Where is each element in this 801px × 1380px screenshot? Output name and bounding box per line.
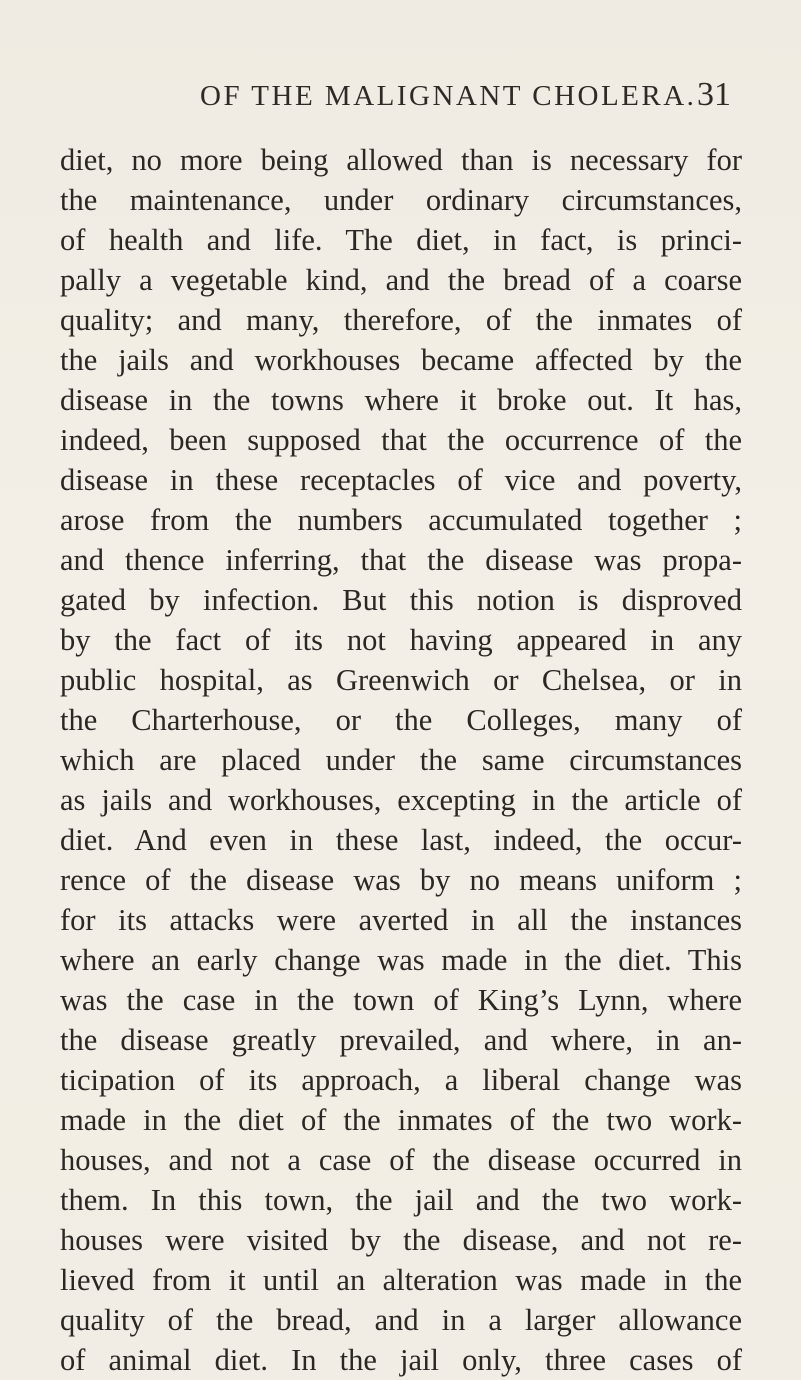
text-line: them. In this town, the jail and the two work-: [60, 1183, 742, 1217]
text-line: which are placed under the same circumstances: [60, 743, 742, 777]
text-line: for its attacks were averted in all the instances: [60, 903, 742, 937]
running-head: [60, 76, 731, 120]
text-line: pally a vegetable kind, and the bread of a coarse: [60, 263, 742, 297]
text-line: arose from the numbers accumulated together ;: [60, 503, 742, 537]
text-line: diet. And even in these last, indeed, the occur-: [60, 823, 742, 857]
text-line: lieved from it until an alteration was made in the: [60, 1263, 742, 1297]
text-line: of animal diet. In the jail only, three cases of: [60, 1343, 742, 1377]
text-line: houses were visited by the disease, and not re-: [60, 1223, 742, 1257]
text-line: made in the diet of the inmates of the two work-: [60, 1103, 742, 1137]
text-line: quality; and many, therefore, of the inmates of: [60, 303, 742, 337]
text-line: and thence inferring, that the disease was propa-: [60, 543, 742, 577]
text-line: houses, and not a case of the disease occurred in: [60, 1143, 742, 1177]
text-line: the disease greatly prevailed, and where, in an-: [60, 1023, 742, 1057]
text-line: disease in the towns where it broke out. It has,: [60, 383, 742, 417]
body-text: [60, 140, 742, 1380]
text-line: gated by infection. But this notion is disproved: [60, 583, 742, 617]
text-line: indeed, been supposed that the occurrence of the: [60, 423, 742, 457]
text-line: quality of the bread, and in a larger allowance: [60, 1303, 742, 1337]
text-line: where an early change was made in the diet. This: [60, 943, 742, 977]
text-line: disease in these receptacles of vice and poverty,: [60, 463, 742, 497]
text-line: the Charterhouse, or the Colleges, many of: [60, 703, 742, 737]
text-line: the jails and workhouses became affected by the: [60, 343, 742, 377]
text-line: rence of the disease was by no means uniform ;: [60, 863, 742, 897]
page-number: 31: [697, 76, 731, 113]
text-line: was the case in the town of King’s Lynn, where: [60, 983, 742, 1017]
text-line: the maintenance, under ordinary circumstances,: [60, 183, 742, 217]
text-line: diet, no more being allowed than is necessary for: [60, 143, 742, 177]
text-line: by the fact of its not having appeared in any: [60, 623, 742, 657]
text-line: as jails and workhouses, excepting in the article of: [60, 783, 742, 817]
text-line: public hospital, as Greenwich or Chelsea, or in: [60, 663, 742, 697]
text-line: ticipation of its approach, a liberal change was: [60, 1063, 742, 1097]
text-line: of health and life. The diet, in fact, is princi-: [60, 223, 742, 257]
running-title: OF THE MALIGNANT CHOLERA.: [200, 80, 697, 112]
